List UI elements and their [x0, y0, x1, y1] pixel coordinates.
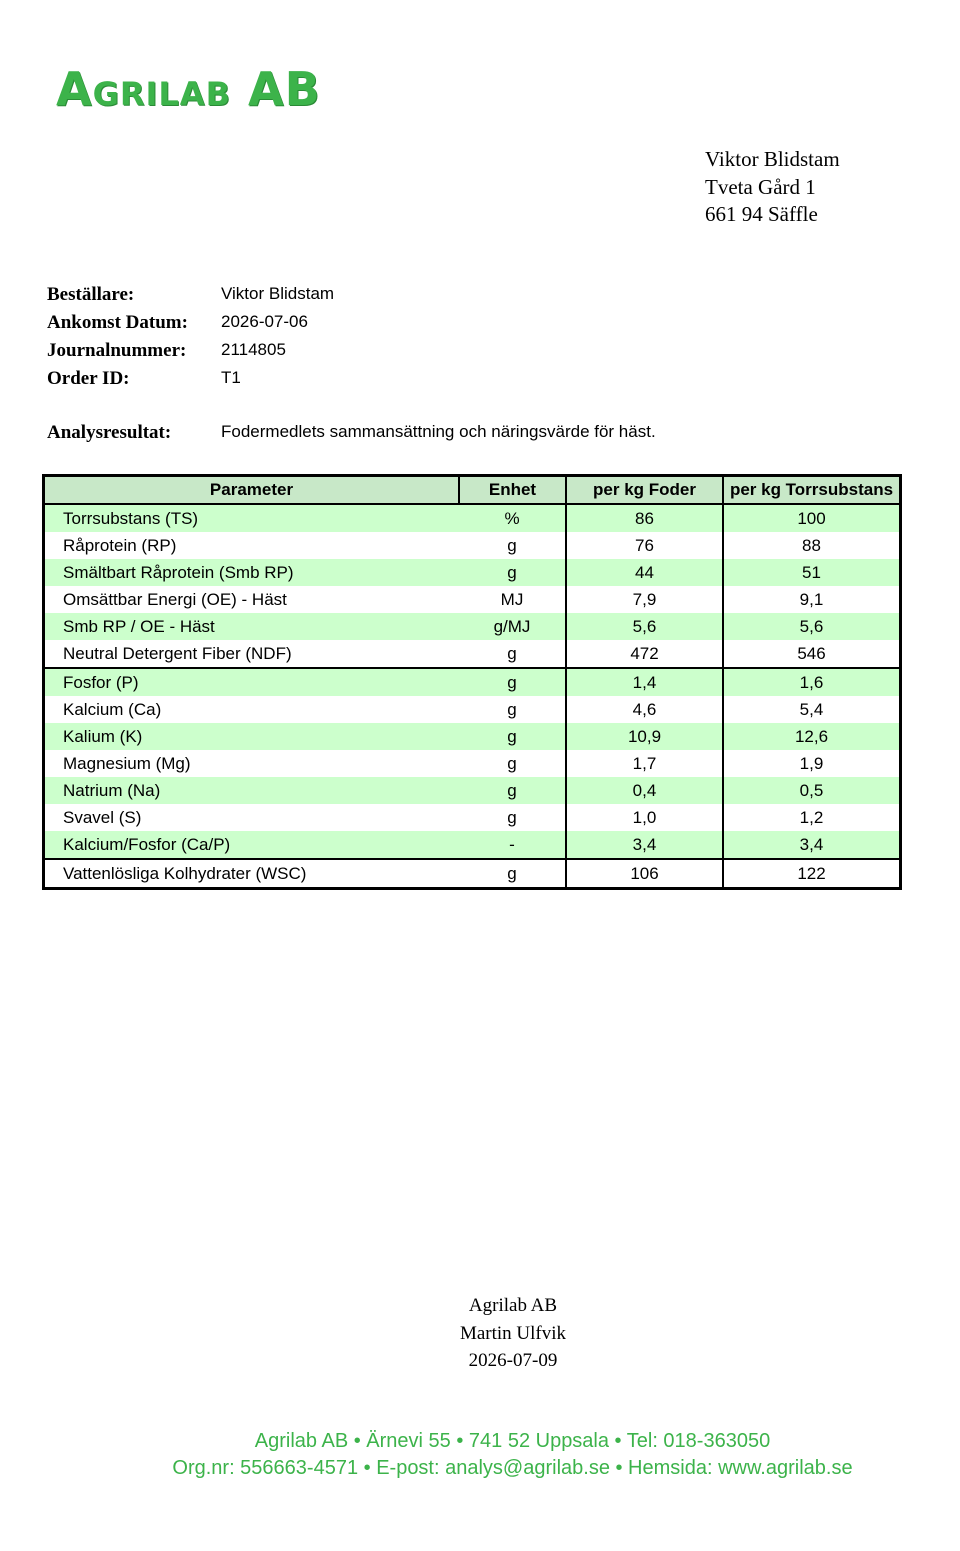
cell-unit: g/MJ [459, 613, 566, 640]
table-row [45, 723, 899, 750]
cell-per-kg-torrsubstans: 12,6 [723, 723, 899, 750]
analysis-value: Fodermedlets sammansättning och näringsvärde för häst. [221, 422, 656, 441]
cell-unit: g [459, 696, 566, 723]
cell-per-kg-torrsubstans: 546 [723, 640, 899, 668]
order-value: Viktor Blidstam [221, 284, 335, 303]
signature-company: Agrilab AB [468, 1295, 558, 1316]
cell-per-kg-foder: 106 [566, 859, 723, 887]
order-label: Ankomst Datum: [47, 312, 188, 333]
cell-per-kg-torrsubstans: 1,2 [723, 804, 899, 831]
cell-parameter: Kalium (K) [45, 723, 459, 750]
cell-unit: - [459, 831, 566, 859]
cell-parameter: Neutral Detergent Fiber (NDF) [45, 640, 459, 668]
cell-parameter: Kalcium/Fosfor (Ca/P) [45, 831, 459, 859]
cell-per-kg-torrsubstans: 100 [723, 504, 899, 532]
cell-parameter: Råprotein (RP) [45, 532, 459, 559]
table-row [45, 831, 899, 859]
cell-parameter: Natrium (Na) [45, 777, 459, 804]
cell-per-kg-foder: 5,6 [566, 613, 723, 640]
order-label: Journalnummer: [47, 340, 187, 361]
cell-per-kg-foder: 76 [566, 532, 723, 559]
table-row [45, 777, 899, 804]
cell-unit: g [459, 640, 566, 668]
header-per-kg-torrsubstans: per kg Torrsubstans [723, 477, 899, 504]
cell-parameter: Magnesium (Mg) [45, 750, 459, 777]
cell-per-kg-torrsubstans: 1,6 [723, 668, 899, 696]
header-parameter: Parameter [45, 477, 459, 504]
table-row [45, 504, 899, 532]
recipient-city: 661 94 Säffle [705, 202, 818, 226]
table-header-row [45, 477, 899, 504]
cell-unit: g [459, 532, 566, 559]
cell-per-kg-foder: 10,9 [566, 723, 723, 750]
cell-per-kg-torrsubstans: 5,4 [723, 696, 899, 723]
recipient-name: Viktor Blidstam [705, 147, 840, 171]
cell-per-kg-torrsubstans: 3,4 [723, 831, 899, 859]
signature-date: 2026-07-09 [468, 1350, 558, 1371]
cell-per-kg-foder: 44 [566, 559, 723, 586]
cell-parameter: Fosfor (P) [45, 668, 459, 696]
table-row [45, 586, 899, 613]
analysis-label: Analysresultat: [47, 422, 172, 443]
cell-unit: g [459, 777, 566, 804]
cell-per-kg-torrsubstans: 51 [723, 559, 899, 586]
cell-per-kg-foder: 472 [566, 640, 723, 668]
header-per-kg-foder: per kg Foder [566, 477, 723, 504]
cell-unit: g [459, 723, 566, 750]
cell-unit: g [459, 668, 566, 696]
cell-parameter: Smältbart Råprotein (Smb RP) [45, 559, 459, 586]
analysis-row [47, 422, 927, 450]
cell-per-kg-foder: 7,9 [566, 586, 723, 613]
cell-unit: g [459, 804, 566, 831]
page-footer [0, 1428, 960, 1482]
table-row [45, 640, 899, 668]
footer-line-address: Agrilab AB • Ärnevi 55 • 741 52 Uppsala • Tel: 018-363050 [254, 1430, 771, 1452]
cell-unit: MJ [459, 586, 566, 613]
results-table [42, 474, 902, 890]
cell-parameter: Omsättbar Energi (OE) - Häst [45, 586, 459, 613]
table-row [45, 613, 899, 640]
table-row [45, 804, 899, 831]
cell-parameter: Torrsubstans (TS) [45, 504, 459, 532]
order-value: 2026-07-06 [221, 312, 308, 331]
cell-unit: g [459, 859, 566, 887]
table-row [45, 532, 899, 559]
cell-per-kg-torrsubstans: 1,9 [723, 750, 899, 777]
cell-per-kg-foder: 86 [566, 504, 723, 532]
footer-line-contact: Org.nr: 556663-4571 • E-post: analys@agrilab.se • Hemsida: www.agrilab.se [172, 1457, 853, 1479]
table-row [45, 750, 899, 777]
cell-per-kg-foder: 1,0 [566, 804, 723, 831]
order-value: T1 [221, 368, 241, 387]
table-row [45, 668, 899, 696]
signature-name: Martin Ulfvik [459, 1322, 567, 1344]
cell-per-kg-foder: 4,6 [566, 696, 723, 723]
order-label: Beställare: [47, 284, 135, 305]
table-row [45, 859, 899, 887]
table-row [45, 696, 899, 723]
table-row [45, 559, 899, 586]
cell-per-kg-foder: 3,4 [566, 831, 723, 859]
cell-unit: % [459, 504, 566, 532]
cell-per-kg-foder: 0,4 [566, 777, 723, 804]
header-unit: Enhet [459, 477, 566, 504]
cell-parameter: Smb RP / OE - Häst [45, 613, 459, 640]
cell-per-kg-torrsubstans: 0,5 [723, 777, 899, 804]
cell-parameter: Vattenlösliga Kolhydrater (WSC) [45, 859, 459, 887]
analysis-result-row [47, 422, 927, 450]
company-logo: Agrilab AB [56, 62, 321, 116]
cell-unit: g [459, 750, 566, 777]
cell-per-kg-torrsubstans: 5,6 [723, 613, 899, 640]
cell-parameter: Svavel (S) [45, 804, 459, 831]
recipient-street: Tveta Gård 1 [705, 174, 816, 199]
cell-unit: g [459, 559, 566, 586]
order-label: Order ID: [47, 368, 130, 389]
cell-per-kg-torrsubstans: 88 [723, 532, 899, 559]
cell-per-kg-torrsubstans: 9,1 [723, 586, 899, 613]
cell-per-kg-foder: 1,7 [566, 750, 723, 777]
cell-parameter: Kalcium (Ca) [45, 696, 459, 723]
cell-per-kg-foder: 1,4 [566, 668, 723, 696]
order-value: 2114805 [221, 340, 286, 359]
cell-per-kg-torrsubstans: 122 [723, 859, 899, 887]
recipient-address [705, 146, 840, 229]
signature-block [380, 1292, 646, 1375]
